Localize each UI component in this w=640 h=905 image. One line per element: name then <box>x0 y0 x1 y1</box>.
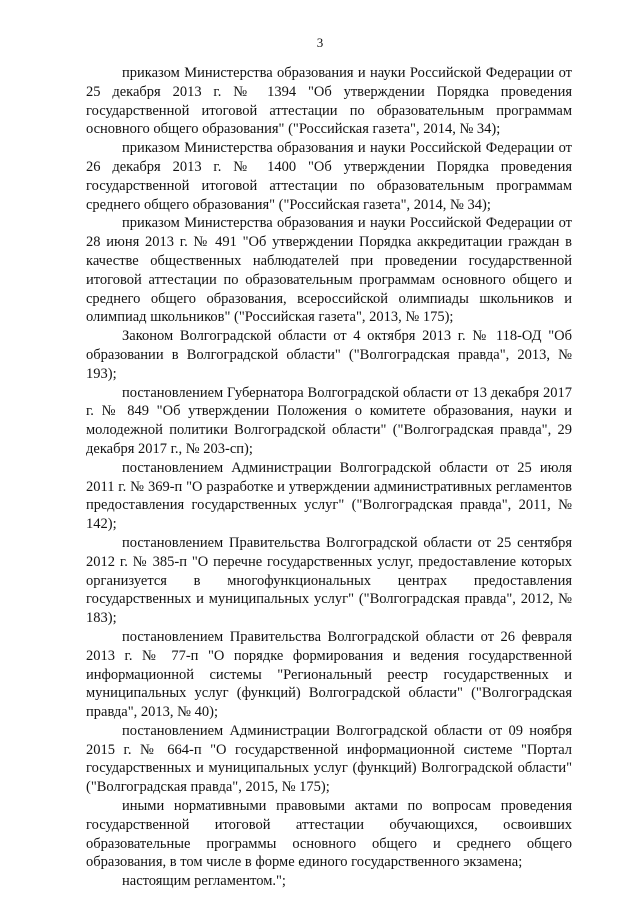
document-body <box>86 64 572 891</box>
paragraph: постановлением Администрации Волгоградской области от 09 ноября 2015 г. № 664-п "О государственной информационной системе "Портал государственных и муниципальных услуг (функций) Волгоградской области" ("Волгоградская правда", 2015, № 175); <box>86 722 572 796</box>
paragraph: постановлением Администрации Волгоградской области от 25 июля 2011 г. № 369-п "О разработке и утверждении административных регламентов предоставления государственных услуг" ("Волгоградская правда", 2011, № 142); <box>86 459 572 533</box>
paragraph: приказом Министерства образования и науки Российской Федерации от 26 декабря 2013 г. № 1400 "Об утверждении Порядка проведения государственной итоговой аттестации по образовательным программам среднего общего образования" ("Российская газета", 2014, № 34); <box>86 140 572 213</box>
paragraph: постановлением Губернатора Волгоградской области от 13 декабря 2017 г. № 849 "Об утверждении Положения о комитете образования, науки и молодежной политики Волгоградской области" ("Волгоградская правда", 29 декабря 2017 г., № 203-сп); <box>86 384 572 457</box>
paragraph: приказом Министерства образования и науки Российской Федерации от 25 декабря 2013 г. № 1394 "Об утверждении Порядка проведения государственной итоговой аттестации по образовательным программам основного общего образования" ("Российская газета", 2014, № 34); <box>86 65 572 138</box>
paragraph: постановлением Правительства Волгоградской области от 26 февраля 2013 г. № 77-п "О порядке формирования и ведения государственной информационной системы "Региональный реестр государственных и муниципальных услуг (функций) Волгоградской области" ("Волгоградская правда", 2013, № 40); <box>86 628 572 721</box>
paragraph: Законом Волгоградской области от 4 октября 2013 г. № 118-ОД "Об образовании в Волгоградской области" ("Волгоградская правда", 2013, № 193); <box>86 328 572 382</box>
paragraph: постановлением Правительства Волгоградской области от 25 сентября 2012 г. № 385-п "О перечне государственных услуг, предоставление которых организуется в многофункциональных центрах предоставления государственных и муниципальных услуг" ("Волгоградская правда", 2012, № 183); <box>86 534 572 627</box>
paragraph: настоящим регламентом."; <box>122 873 286 890</box>
page-number: 3 <box>316 35 324 50</box>
paragraph: иными нормативными правовыми актами по вопросам проведения государственной итоговой аттестации обучающихся, освоивших образовательные программы основного общего и среднего общего образования, в том числе в форме единого государственного экзамена; <box>86 798 572 871</box>
paragraph: приказом Министерства образования и науки Российской Федерации от 28 июня 2013 г. № 491 "Об утверждении Порядка аккредитации граждан в качестве общественных наблюдателей при проведении государственной итоговой аттестации по образовательным программам основного общего и среднего общего образования, всероссийской олимпиады школьников и олимпиад школьников" ("Российская газета", 2013, № 175); <box>86 215 572 326</box>
